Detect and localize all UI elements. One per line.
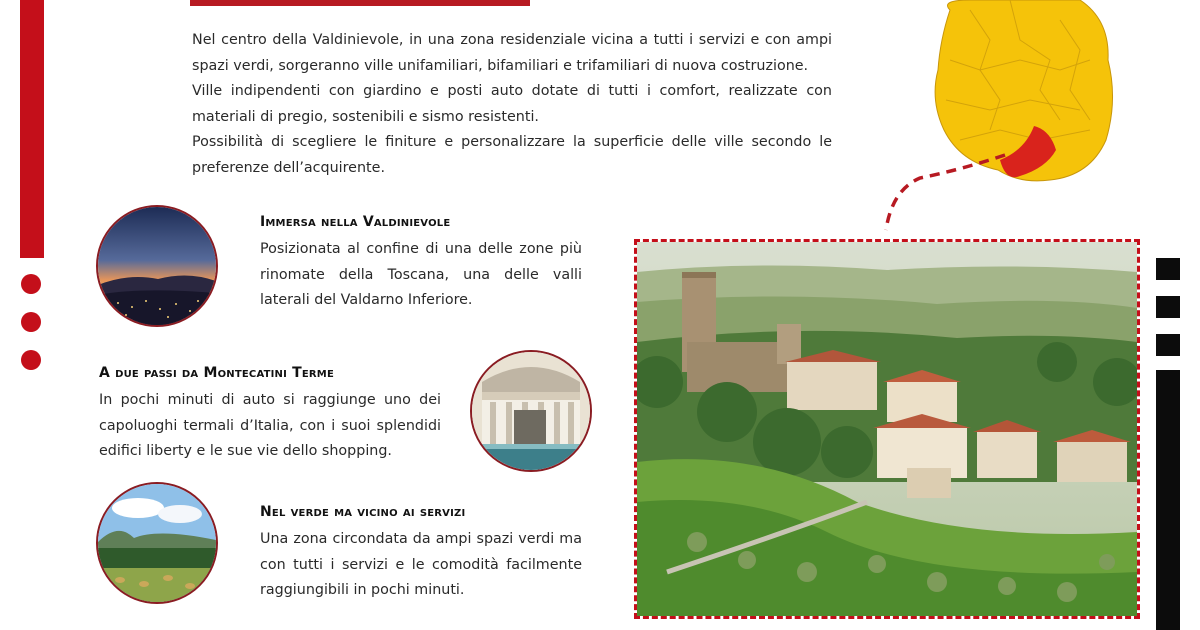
intro-paragraph-3: Possibilità di scegliere le finiture e personalizzare la superficie delle ville secondo le preferenze dell’acquirente.	[192, 134, 832, 176]
intro-paragraph-1: Nel centro della Valdinievole, in una zona residenziale vicina a tutti i servizi e con ampi spazi verdi, sorgeranno ville unifamiliari, bifamiliari e trifamiliari di nuova costruzione.	[192, 32, 832, 74]
feature-title-montecatini: A due passi da Montecatini Terme	[99, 365, 334, 381]
location-map-icon	[880, 0, 1180, 245]
feature-text-valdinievole: Posizionata al confine di una delle zone più rinomate della Toscana, una delle valli laterali del Valdarno Inferiore.	[260, 241, 582, 308]
intro-text	[192, 28, 832, 181]
village-landscape-photo	[634, 239, 1140, 619]
green-landscape-photo	[96, 482, 218, 604]
intro-paragraph-2: Ville indipendenti con giardino e posti auto dotate di tutti i comfort, realizzate con materiali di pregio, sostenibili e sismo resistenti.	[192, 83, 832, 125]
feature-title-valdinievole: Immersa nella Valdinievole	[260, 214, 451, 230]
decor-square	[1156, 334, 1180, 356]
feature-text-verde: Una zona circondata da ampi spazi verdi ma con tutti i servizi e le comodità facilmente raggiungibili in pochi minuti.	[260, 531, 582, 598]
left-decor-bar	[20, 0, 44, 258]
montecatini-terme-photo	[470, 350, 592, 472]
right-decor-bar	[1156, 370, 1180, 630]
feature-text-montecatini: In pochi minuti di auto si raggiunge uno dei capoluoghi termali d’Italia, con i suoi splendidi edifici liberty e le sue vie dello shopping.	[99, 392, 441, 459]
feature-title-verde: Nel verde ma vicino ai servizi	[260, 504, 466, 520]
valdinievole-sunset-photo	[96, 205, 218, 327]
decor-square	[1156, 258, 1180, 280]
heading-underline	[190, 0, 530, 6]
decor-dot	[21, 312, 41, 332]
decor-dot	[21, 274, 41, 294]
decor-square	[1156, 296, 1180, 318]
decor-dot	[21, 350, 41, 370]
